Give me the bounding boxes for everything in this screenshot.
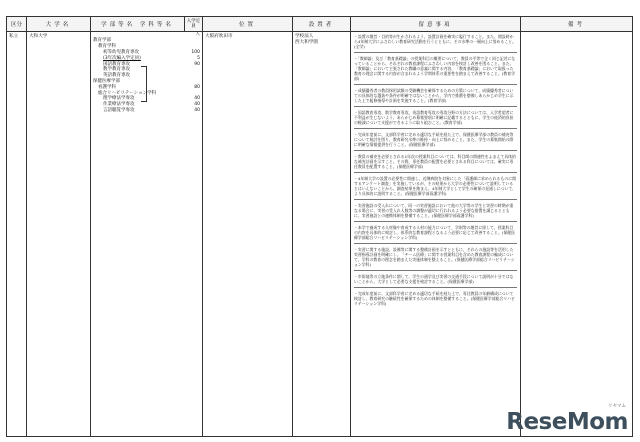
- header-remarks: 留意事項: [351, 17, 521, 32]
- header-notes: 備考: [521, 17, 633, 32]
- remark-paragraph: ・市街地等の立地条件に関して、学生の通学及び実習の交通手段について説明が十分ではないことから、大学として必要な支援を検討すること。(保健医療学部): [354, 274, 514, 284]
- cell-university: [27, 32, 91, 437]
- header-university: 大学名: [27, 17, 91, 32]
- faculty-line-text: 数学教育専攻: [103, 67, 130, 73]
- remark-separator: [354, 128, 517, 129]
- capacity-unit: 人: [195, 32, 200, 37]
- university-name: 大和大学: [29, 34, 48, 39]
- faculty-line-capacity: 40: [194, 107, 200, 113]
- approval-table: [6, 16, 633, 437]
- remark-separator: [354, 84, 517, 85]
- faculty-line-text: 英語教育専攻: [103, 73, 130, 79]
- faculty-line-capacity: 40: [194, 96, 200, 102]
- remark-separator: [354, 172, 517, 173]
- faculty-line-text: 教育学部: [93, 38, 111, 44]
- header-faculty: 学部等名 学科等名: [91, 17, 185, 32]
- faculty-line-text: 初等幼児教育専攻: [103, 49, 139, 55]
- faculty-line-text: 保健医療学部: [93, 78, 120, 84]
- cell-notes: [521, 32, 633, 437]
- header-capacity: 入学定員: [185, 17, 203, 32]
- logo-wordmark: ReseMom: [506, 409, 628, 435]
- faculty-line-text: 作業療法学専攻: [103, 102, 135, 108]
- location-value: 大阪府吹田市: [205, 34, 233, 39]
- remarks-list: [351, 32, 520, 306]
- remark-separator: [354, 52, 517, 53]
- table-row: [7, 32, 633, 437]
- category-value: 私立: [9, 34, 19, 39]
- remark-paragraph: ・国語教育専攻、数学教育専攻、英語教育専攻の専攻分野の方法については、入学希望者に不利益が生じないよう、あらかじめ募集要項に明確に記載するとともに、学生の経済的負担の軽減について支援ができるように取り組むこと。(教育学部): [354, 110, 514, 125]
- remark-paragraph: ・完成年度前に、文部科学省に定める適切な手続を経た上で、専任教員の年齢構成について検討し、教育研究の継続性を確保するための体制を整備すること。(保健医療学部総合リハビリテーション学科): [354, 291, 515, 306]
- remark-separator: [354, 150, 517, 151]
- document-sheet: [6, 16, 632, 436]
- remark-paragraph: ・成績優秀者の教員採用試験の受験機会を確保するための方策について、成績優秀者についての具体的な選抜や条件が明確ではないことから、学内で推薦を整備しあらかじめ学生に示した上で履修指導や計画を実施すること。(教育学部): [354, 88, 514, 103]
- header-founder: 設置者: [293, 17, 351, 32]
- faculty-line-text: 看護学科: [98, 84, 116, 90]
- remark-paragraph: ・実習施設の受入れについて、同一の実習施設において他の大学等の学生と実習の時期が重なる場合に、実習の受入れ人数等の調整が適切に行われるよう必要な措置を講じるとともに、実習施設との連携体制を整備すること。(保健医療学部看護学科): [354, 203, 514, 218]
- cell-faculty: [91, 32, 203, 437]
- remark-separator: [354, 270, 517, 271]
- remark-paragraph: ・完成年度前に、文部科学省に定める適切な手続を経た上で、保健医療学部の教員の補充等について検討を図り、教育研究水準の維持・向上に努めること。また、学生の募集開始の際に明確な情報提供を行うこと。(保健医療学部): [354, 132, 514, 147]
- remark-separator: [354, 243, 517, 244]
- header-row: [7, 17, 633, 32]
- cell-location: [203, 32, 293, 437]
- remark-paragraph: ・「教師論」及び「教育基礎論」の授業科目の概要について、教員の平等で全く同じ記述になっていることから、それぞれの教育課程にふさわしい内容を検討し改善を図ること。また、「教師論」において主張された教職の意義に関する内容、「教育基礎論」において取扱った教育の理念に関する内容が含まれるよう学問体系の重要性を踏まえて改善すること。(教育学部): [354, 56, 516, 81]
- remark-paragraph: ・4年制大学の設置の必要性に関連し、近隣病院を対象にした「看護師に求められるものに関するアンケート調査」を実施しているが、その結果から大学の必要性について説明しているとはいえないことから、調査結果を踏まえ、4年制大学として学生の確保の見通しについて、より具体的に説明すること。(保健医療学部看護学科): [354, 176, 517, 196]
- cell-category: [7, 32, 27, 437]
- cell-founder: [293, 32, 351, 437]
- remark-paragraph: ・教員の補充を必要とされる1年次の授業科目については、科目間の関連性をふまえて具体的な補充計画を示すこと。その際、専任教員の配置を必要とされる科目については、確実に専任教員を配置すること。(保健医療学部): [354, 154, 516, 169]
- cell-remarks: [351, 32, 521, 437]
- logo-katakana: リセマム: [608, 404, 626, 409]
- faculty-line-text: 総合リハビリテーション学科: [98, 90, 157, 96]
- resemom-logo: [506, 404, 628, 435]
- remark-paragraph: ・設置の趣旨・目的等が生かされるよう、設置計画を確実に履行すること。また、開設時から4年制大学にふさわしい教育研究活動を行うとともに、その水準の一層向上に努めること。(全学): [354, 34, 516, 49]
- faculty-line-text: 言語聴覚学専攻: [103, 107, 135, 113]
- header-category: 区分: [7, 17, 27, 32]
- remark-separator: [354, 199, 517, 200]
- faculty-line-capacity: 40: [194, 102, 200, 108]
- remark-separator: [354, 287, 517, 288]
- founder-line-1: 学校法人: [295, 34, 314, 39]
- faculty-line-capacity: 100: [191, 49, 200, 55]
- header-location: 位置: [203, 17, 293, 32]
- remark-separator: [354, 106, 517, 107]
- faculty-line: [93, 108, 201, 114]
- faculty-line-capacity: 90: [194, 61, 200, 67]
- faculty-line-text: (3年次編入学定員): [103, 55, 141, 61]
- faculty-list: [91, 32, 202, 114]
- remark-separator: [354, 221, 517, 222]
- faculty-line-capacity: 5: [197, 55, 200, 61]
- faculty-line-text: 国語教育専攻: [103, 61, 130, 67]
- founder-line-2: 西大和学園: [295, 40, 318, 46]
- faculty-line-text: 理学療法学専攻: [103, 96, 135, 102]
- remark-paragraph: ・本学で養成する人材像や育成する人材の能力について、学則等の趣旨に即して、授業科目の内容を具体的に検討し、体系的な教育課程となるよう必要に応じて改善すること。(保健医療学部総合リハビリテーション学科): [354, 225, 516, 240]
- faculty-line-text: 教育学科: [98, 44, 116, 50]
- faculty-line-capacity: 80: [194, 84, 200, 90]
- remark-paragraph: ・実習に関する施設、設備等に関する整備計画を示すとともに、それらの施設等を活用した実習指導計画を明確にし、「チーム医療」に関する授業科目を含めた教育課程の編成について、学科の教育の理念を踏まえた実施体制を整えること。(保健医療学部総合リハビリテーション学科): [354, 247, 515, 267]
